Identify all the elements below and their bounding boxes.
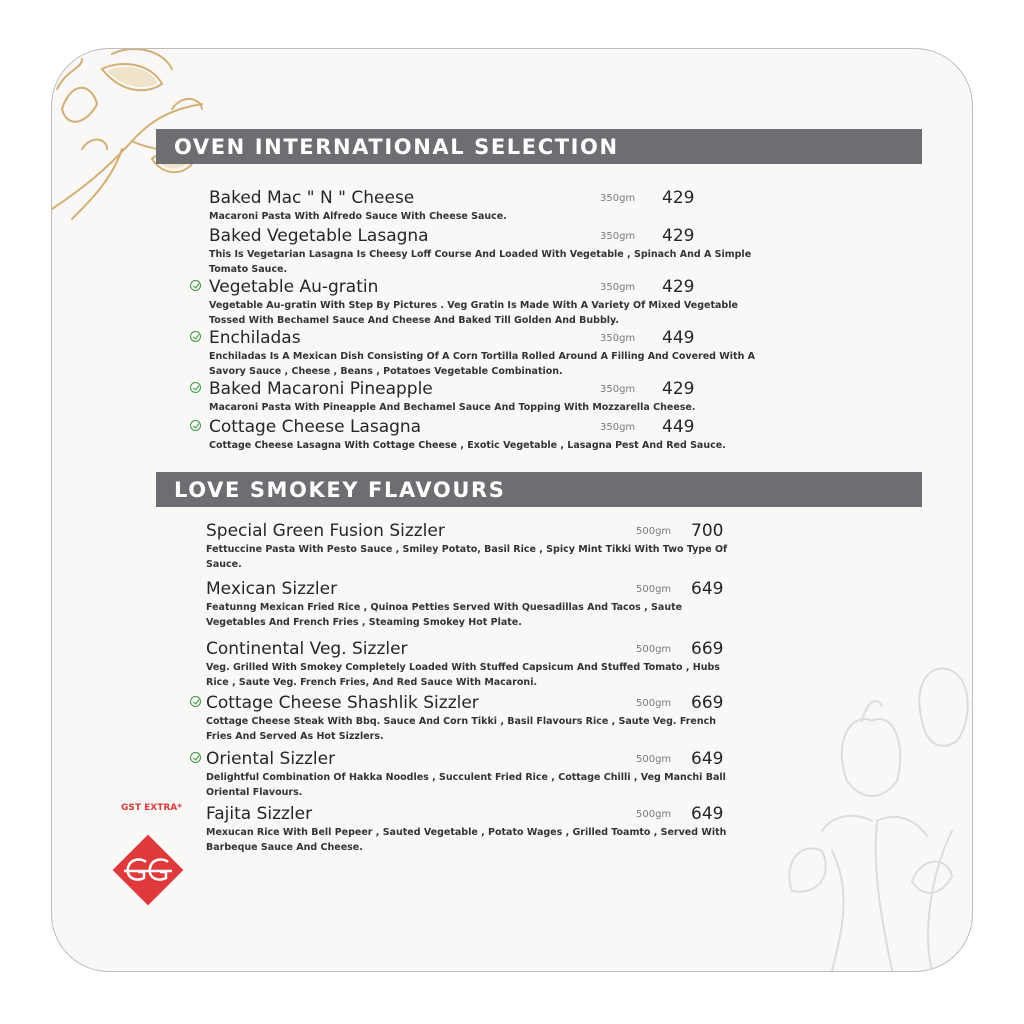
item-description: Macaroni Pasta With Pineapple And Bechamel Sauce And Topping With Mozzarella Cheese. bbox=[209, 402, 696, 413]
item-weight: 350gm bbox=[600, 231, 636, 242]
item-name: Oriental Sizzler bbox=[206, 749, 336, 769]
item-name: Fajita Sizzler bbox=[206, 804, 313, 824]
item-name: Special Green Fusion Sizzler bbox=[206, 521, 445, 541]
item-description: Fettuccine Pasta With Pesto Sauce , Smiley Potato, Basil Rice , Spicy Mint Tikki With Two Type Of Sauce. bbox=[206, 544, 728, 570]
floral-decoration-bottom bbox=[772, 651, 972, 971]
gst-note: GST EXTRA* bbox=[121, 803, 182, 813]
item-name: Enchiladas bbox=[209, 328, 301, 348]
item-price: 649 bbox=[691, 804, 724, 824]
section-header bbox=[156, 129, 922, 164]
item-description: Macaroni Pasta With Alfredo Sauce With Cheese Sauce. bbox=[209, 211, 507, 222]
section-title: OVEN INTERNATIONAL SELECTION bbox=[174, 135, 619, 159]
item-price: 669 bbox=[691, 693, 724, 713]
item-weight: 350gm bbox=[600, 193, 636, 204]
item-name: Baked Macaroni Pineapple bbox=[209, 379, 433, 399]
item-price: 700 bbox=[691, 521, 724, 541]
item-weight: 500gm bbox=[636, 644, 672, 655]
item-description: Vegetable Au-gratin With Step By Pictures . Veg Gratin Is Made With A Variety Of Mixed Vegetable Tossed With Bechamel Sauce And Cheese And Baked Till Golden And Bubbly. bbox=[209, 300, 738, 326]
item-description: Enchiladas Is A Mexican Dish Consisting Of A Corn Tortilla Rolled Around A Filling And Covered With A Savory Sauce , Cheese , Beans , Potatoes Vegetable Combination. bbox=[209, 351, 755, 377]
item-description: Cottage Cheese Lasagna With Cottage Cheese , Exotic Vegetable , Lasagna Pest And Red Sauce. bbox=[209, 440, 726, 451]
item-price: 449 bbox=[662, 328, 695, 348]
item-weight: 350gm bbox=[600, 422, 636, 433]
brand-logo bbox=[112, 834, 184, 906]
item-price: 449 bbox=[662, 417, 695, 437]
item-name: Continental Veg. Sizzler bbox=[206, 639, 408, 659]
item-description: Featunng Mexican Fried Rice , Quinoa Petties Served With Quesadillas And Tacos , Saute Vegetables And French Fries , Steaming Smokey Hot Plate. bbox=[206, 602, 683, 628]
item-name: Cottage Cheese Shashlik Sizzler bbox=[206, 693, 479, 713]
item-price: 669 bbox=[691, 639, 724, 659]
item-name: Baked Mac " N " Cheese bbox=[209, 188, 415, 208]
item-name: Mexican Sizzler bbox=[206, 579, 338, 599]
item-price: 429 bbox=[662, 277, 695, 297]
item-name: Cottage Cheese Lasagna bbox=[209, 417, 422, 437]
item-weight: 500gm bbox=[636, 754, 672, 765]
item-weight: 500gm bbox=[636, 584, 672, 595]
item-weight: 350gm bbox=[600, 282, 636, 293]
veg-leaf-icon bbox=[190, 696, 201, 707]
item-name: Vegetable Au-gratin bbox=[209, 277, 379, 297]
item-description: Veg. Grilled With Smokey Completely Loaded With Stuffed Capsicum And Stuffed Tomato , Hubs Rice , Saute Veg. French Fries, And Red Sauce With Macaroni. bbox=[206, 662, 720, 688]
item-weight: 500gm bbox=[636, 698, 672, 709]
item-price: 429 bbox=[662, 379, 695, 399]
item-name: Baked Vegetable Lasagna bbox=[209, 226, 429, 246]
item-weight: 350gm bbox=[600, 384, 636, 395]
veg-leaf-icon bbox=[190, 280, 201, 291]
section-header bbox=[156, 472, 922, 507]
item-weight: 500gm bbox=[636, 526, 672, 537]
item-price: 649 bbox=[691, 579, 724, 599]
veg-leaf-icon bbox=[190, 331, 201, 342]
item-price: 429 bbox=[662, 188, 695, 208]
item-price: 429 bbox=[662, 226, 695, 246]
veg-leaf-icon bbox=[190, 420, 201, 431]
item-price: 649 bbox=[691, 749, 724, 769]
item-weight: 500gm bbox=[636, 809, 672, 820]
veg-leaf-icon bbox=[190, 752, 201, 763]
section-title: LOVE SMOKEY FLAVOURS bbox=[174, 478, 506, 502]
item-description: This Is Vegetarian Lasagna Is Cheesy Loff Course And Loaded With Vegetable , Spinach And A Simple Tomato Sauce. bbox=[209, 249, 752, 275]
item-description: Cottage Cheese Steak With Bbq. Sauce And Corn Tikki , Basil Flavours Rice , Saute Veg. French Fries And Served As Hot Sizzlers. bbox=[206, 716, 717, 742]
item-description: Delightful Combination Of Hakka Noodles , Succulent Fried Rice , Cottage Chilli , Veg Manchi Ball Oriental Flavours. bbox=[206, 772, 726, 798]
veg-leaf-icon bbox=[190, 382, 201, 393]
item-weight: 350gm bbox=[600, 333, 636, 344]
item-description: Mexucan Rice With Bell Pepeer , Sauted Vegetable , Potato Wages , Grilled Toamto , Served With Barbeque Sauce And Cheese. bbox=[206, 827, 727, 853]
